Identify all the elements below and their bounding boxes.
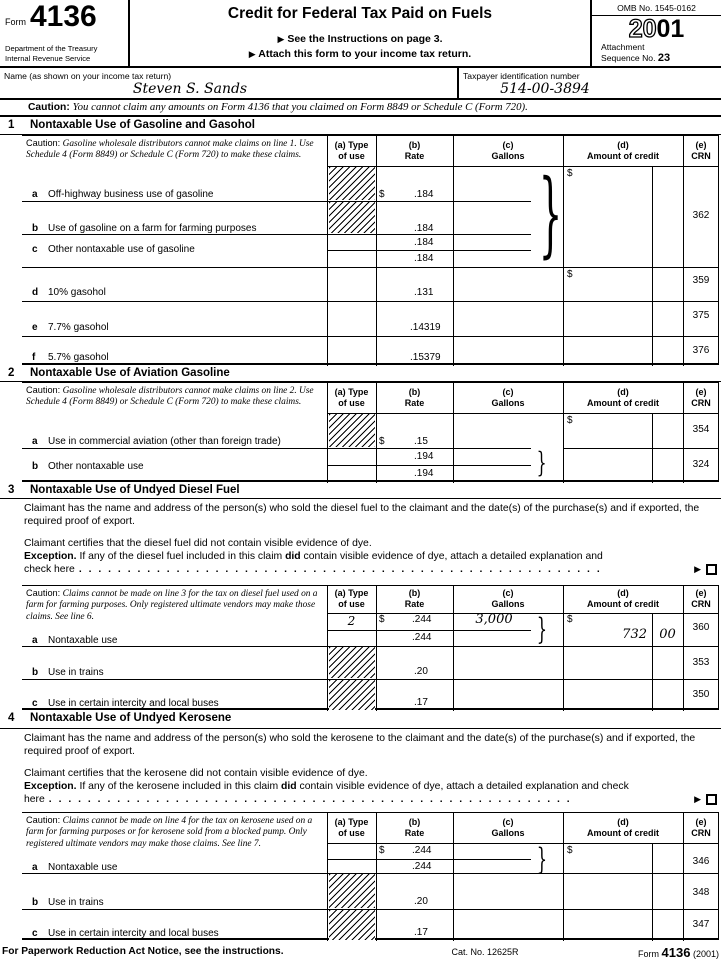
- line-3c-label: Use in certain intercity and local buses: [48, 698, 219, 709]
- line-1a-letter: a: [32, 189, 38, 200]
- omb-box: [590, 0, 721, 66]
- line-4a-rate-dollar: $: [379, 845, 385, 856]
- line-4a-crn: 346: [692, 856, 710, 867]
- attach-line: ▶ Attach this form to your income tax return.: [248, 48, 472, 60]
- line-1c-rate2: .184: [414, 253, 434, 264]
- omb-number: OMB No. 1545-0162: [592, 0, 721, 16]
- line-1f-crn: 376: [692, 345, 710, 356]
- form-title-area: [130, 0, 590, 66]
- amount-dollar-sign: $: [567, 168, 573, 179]
- grid-line: [327, 859, 531, 860]
- grid-line: [22, 448, 531, 449]
- sequence-line: Sequence No. 23: [601, 52, 671, 64]
- tin-label: Taxpayer identification number: [463, 71, 580, 81]
- section2-bar: [0, 365, 721, 382]
- line-1b-label: Use of gasoline on a farm for farming purposes: [48, 223, 257, 234]
- tax-year-bold: 01: [656, 15, 685, 43]
- section4-exception-line1: Exception. If any of the kerosene included in this claim did contain visible evidence of dye, attach a detailed explanation and check: [24, 781, 629, 792]
- line-1f-rate: .15379: [410, 352, 441, 363]
- grid-line: [327, 250, 531, 251]
- section3-exception-line2: check here . . . . . . . . . . . . . . . . . . . . . . . . . . . . . . . . . . . . . . . . . . . . . . . . . . . . . . ▶: [24, 564, 717, 575]
- section2-table: [22, 382, 719, 482]
- line-1a-label: Off-highway business use of gasoline: [48, 189, 214, 200]
- page-footer: [0, 944, 721, 962]
- line-2a-rate: .15: [414, 436, 428, 447]
- line-4b-letter: b: [32, 897, 39, 908]
- section4-title: Nontaxable Use of Undyed Kerosene: [30, 712, 232, 724]
- section1-caution: Caution: Gasoline wholesale distributors cannot make claims on line 1. Use Schedule 4 (Form 8849) or Schedule C (Form 720) to make these claims.: [26, 138, 314, 161]
- line-3b-crn: 353: [692, 657, 710, 668]
- caution-banner: [0, 100, 721, 117]
- line-1b-rate: .184: [414, 223, 434, 234]
- amount-dollar-sign: $: [567, 269, 573, 280]
- line-1a-rate: .184: [414, 189, 434, 200]
- section1-number: 1: [8, 119, 15, 131]
- line-1e-crn: 375: [692, 310, 710, 321]
- dot-leaders: . . . . . . . . . . . . . . . . . . . . . . . . . . . . . . . . . . . . . . . . . . . . . . . . . . . . . .: [48, 794, 570, 805]
- name-label: Name (as shown on your income tax return): [4, 71, 172, 81]
- section2-caution: Caution: Gasoline wholesale distributors cannot make claims on line 2. Use Schedule 4 (Form 8849) or Schedule C (Form 720) to make these claims.: [26, 385, 314, 408]
- col-header-crn: (e) CRN: [691, 387, 711, 408]
- section4-claimant-statement: Claimant has the name and address of the person(s) who sold the kerosene to the claimant and the date(s) of the purchase(s) and if exported, the required proof of export.: [24, 733, 696, 757]
- caution-text: You cannot claim any amounts on Form 4136 that you claimed on Form 8849 or Schedule C (Form 720).: [72, 101, 528, 113]
- irs-line: Internal Revenue Service: [5, 54, 91, 63]
- grid-line: [327, 630, 531, 631]
- line-3a-letter: a: [32, 635, 38, 646]
- col-header-type-of-use: (a) Type of use: [334, 387, 369, 408]
- line-1c-label: Other nontaxable use of gasoline: [48, 244, 195, 255]
- section1-table: [22, 135, 719, 365]
- line-1e-rate: .14319: [410, 322, 441, 333]
- line-3b-rate: .20: [414, 666, 428, 677]
- grid-line: [327, 413, 719, 414]
- right-arrow-icon: ▶: [694, 794, 701, 804]
- section3-table: [22, 585, 719, 710]
- line-3b-letter: b: [32, 667, 39, 678]
- form-word: Form: [5, 17, 26, 27]
- col-header-amount: (d) Amount of credit: [587, 387, 659, 408]
- line-2b-label: Other nontaxable use: [48, 461, 144, 472]
- kerosene-dye-exception-checkbox[interactable]: [706, 794, 717, 805]
- line-3a-cents-field[interactable]: 00: [659, 627, 676, 642]
- line-3a-label: Nontaxable use: [48, 635, 118, 646]
- section4-table: [22, 812, 719, 940]
- tax-year-outline: 20: [628, 15, 657, 43]
- tin-field[interactable]: 514-00-3894: [500, 81, 590, 97]
- grid-line: [683, 136, 684, 366]
- line-2a-rate-dollar: $: [379, 436, 385, 447]
- line-3a-rate-dollar: $: [379, 614, 385, 625]
- col-header-amount: (d) Amount of credit: [587, 588, 659, 609]
- line-1e-letter: e: [32, 322, 38, 333]
- grid-line: [563, 448, 719, 449]
- line-1c-letter: c: [32, 244, 38, 255]
- gallons-brace: }: [536, 611, 548, 647]
- section3-bar: [0, 482, 721, 499]
- line-3a-gallons-field[interactable]: 3,000: [475, 612, 513, 627]
- shaded-cell: [329, 414, 375, 447]
- line-4c-label: Use in certain intercity and local buses: [48, 928, 219, 939]
- col-header-type-of-use: (a) Type of use: [334, 588, 369, 609]
- col-header-type-of-use: (a) Type of use: [334, 140, 369, 161]
- amount-dollar-sign: $: [567, 845, 573, 856]
- line-4b-rate: .20: [414, 896, 428, 907]
- grid-line: [652, 843, 653, 941]
- line-1f-label: 5.7% gasohol: [48, 352, 109, 363]
- line-4b-label: Use in trains: [48, 897, 104, 908]
- section1-bar: [0, 117, 721, 135]
- section1-title: Nontaxable Use of Gasoline and Gasohol: [30, 119, 255, 131]
- line-1f-letter: f: [32, 352, 36, 363]
- diesel-dye-exception-checkbox[interactable]: [706, 564, 717, 575]
- footer-form-number: 4136: [661, 945, 691, 960]
- line-4a-letter: a: [32, 862, 38, 873]
- section3-exception-line1: Exception. If any of the diesel fuel included in this claim did contain visible evidence of dye, attach a detailed explanation and: [24, 551, 603, 562]
- line-3a-rate1: .244: [412, 614, 432, 625]
- line-1d-crn: 359: [692, 275, 710, 286]
- line-3c-letter: c: [32, 698, 38, 709]
- shaded-cell: [329, 874, 375, 908]
- form-header: [0, 0, 721, 68]
- shaded-cell: [329, 647, 375, 678]
- line-3c-rate: .17: [414, 697, 428, 708]
- gallons-brace: }: [536, 841, 548, 877]
- section4-bar: [0, 710, 721, 729]
- line-1d-letter: d: [32, 287, 39, 298]
- grid-line: [22, 301, 719, 302]
- col-header-gallons: (c) Gallons: [491, 588, 525, 609]
- line-4b-crn: 348: [692, 887, 710, 898]
- section3-certify-statement: Claimant certifies that the diesel fuel did not contain visible evidence of dye.: [24, 538, 372, 549]
- section2-number: 2: [8, 367, 15, 379]
- line-2b-rate2: .194: [414, 468, 434, 479]
- line-3c-crn: 350: [692, 689, 710, 700]
- form-number: 4136: [30, 0, 97, 33]
- col-header-amount: (d) Amount of credit: [587, 817, 659, 838]
- line-1d-label: 10% gasohol: [48, 287, 106, 298]
- col-header-rate: (b) Rate: [404, 817, 425, 838]
- col-header-gallons: (c) Gallons: [491, 817, 525, 838]
- identity-divider: [457, 68, 459, 100]
- line-4c-rate: .17: [414, 927, 428, 938]
- section3-number: 3: [8, 484, 15, 496]
- grid-line: [327, 465, 531, 466]
- col-header-gallons: (c) Gallons: [491, 387, 525, 408]
- tax-year: [592, 16, 721, 42]
- line-3a-rate2: .244: [412, 632, 432, 643]
- line-4c-letter: c: [32, 928, 38, 939]
- right-arrow-icon: ▶: [694, 564, 701, 574]
- section2-title: Nontaxable Use of Aviation Gasoline: [30, 367, 230, 379]
- form-number-box: [0, 0, 130, 66]
- shaded-cell: [329, 680, 375, 710]
- footer-form-id: Form 4136 (2001): [638, 945, 719, 960]
- amount-dollar-sign: $: [567, 614, 573, 625]
- amount-dollar-sign: $: [567, 415, 573, 426]
- line-3a-amount-field[interactable]: 732: [622, 627, 647, 642]
- col-header-amount: (d) Amount of credit: [587, 140, 659, 161]
- line-2b-crn: 324: [692, 459, 710, 470]
- line-4a-rate2: .244: [412, 861, 432, 872]
- dept-line: Department of the Treasury: [5, 44, 98, 53]
- grid-line: [327, 136, 328, 366]
- section3-title: Nontaxable Use of Undyed Diesel Fuel: [30, 484, 240, 496]
- line-1e-label: 7.7% gasohol: [48, 322, 109, 333]
- gallons-brace: }: [536, 446, 547, 479]
- col-header-gallons: (c) Gallons: [491, 140, 525, 161]
- section3-caution: Caution: Claims cannot be made on line 3 for the tax on diesel fuel used on a farm for farming purposes. Only registered ultimate vendors may make those claims. See line 6.: [26, 588, 318, 622]
- line-1abc-crn: 362: [692, 210, 710, 221]
- right-arrow-icon: ▶: [277, 34, 285, 44]
- identity-band: [0, 68, 721, 100]
- line-1b-letter: b: [32, 223, 39, 234]
- col-header-crn: (e) CRN: [691, 817, 711, 838]
- line-4c-crn: 347: [692, 919, 710, 930]
- gallons-brace: }: [538, 160, 563, 268]
- shaded-cell: [329, 167, 375, 200]
- col-header-type-of-use: (a) Type of use: [334, 817, 369, 838]
- catalog-number: Cat. No. 12625R: [451, 947, 519, 957]
- col-header-crn: (e) CRN: [691, 140, 711, 161]
- grid-line: [563, 136, 564, 366]
- grid-line: [22, 234, 531, 235]
- section4-number: 4: [8, 712, 15, 724]
- line-2a-crn: 354: [692, 424, 710, 435]
- col-header-rate: (b) Rate: [404, 387, 425, 408]
- line-3a-type-field[interactable]: 2: [347, 614, 356, 628]
- line-1a-rate-dollar: $: [379, 189, 385, 200]
- grid-line: [22, 267, 719, 268]
- col-header-rate: (b) Rate: [404, 588, 425, 609]
- line-2b-rate1: .194: [414, 451, 434, 462]
- line-2a-label: Use in commercial aviation (other than foreign trade): [48, 436, 281, 447]
- right-arrow-icon: ▶: [248, 49, 256, 59]
- form-title: Credit for Federal Tax Paid on Fuels: [227, 5, 493, 22]
- sequence-number: 23: [657, 52, 671, 64]
- line-4a-label: Nontaxable use: [48, 862, 118, 873]
- section4-exception-line2: here . . . . . . . . . . . . . . . . . . . . . . . . . . . . . . . . . . . . . . . . . . . . . . . . . . . . . . ▶: [24, 794, 717, 805]
- line-4a-rate1: .244: [412, 845, 432, 856]
- line-1d-rate: .131: [414, 287, 434, 298]
- section4-caution: Caution: Claims cannot be made on line 4 for the tax on kerosene used on a farm for farming purposes or for kerosene sold from a blocked pump. Only registered ultimate vendors may make those claims. See line 7.: [26, 815, 313, 849]
- grid-line: [22, 201, 531, 202]
- grid-line: [376, 136, 377, 366]
- col-header-rate: (b) Rate: [404, 140, 425, 161]
- grid-line: [22, 336, 719, 337]
- grid-line: [327, 166, 719, 167]
- section4-certify-statement: Claimant certifies that the kerosene did not contain visible evidence of dye.: [24, 768, 368, 779]
- see-instructions-line: ▶ See the Instructions on page 3.: [277, 33, 443, 45]
- grid-line: [327, 843, 719, 844]
- shaded-cell: [329, 910, 375, 940]
- col-header-crn: (e) CRN: [691, 588, 711, 609]
- caution-label: Caution:: [28, 102, 70, 113]
- line-1c-rate1: .184: [414, 237, 434, 248]
- section3-claimant-statement: Claimant has the name and address of the person(s) who sold the diesel fuel to the claimant and the date(s) of the purchase(s) and if exported, the required proof of export.: [24, 503, 700, 527]
- line-3a-crn: 360: [692, 622, 710, 633]
- grid-line: [453, 136, 454, 366]
- name-field[interactable]: Steven S. Sands: [132, 81, 248, 97]
- line-2b-letter: b: [32, 461, 39, 472]
- dot-leaders: . . . . . . . . . . . . . . . . . . . . . . . . . . . . . . . . . . . . . . . . . . . . . . . . . . . . . .: [78, 564, 600, 575]
- attachment-label: Attachment: [601, 42, 645, 52]
- line-2a-letter: a: [32, 436, 38, 447]
- paperwork-notice: For Paperwork Reduction Act Notice, see the instructions.: [2, 946, 284, 957]
- shaded-cell: [329, 202, 375, 233]
- line-3b-label: Use in trains: [48, 667, 104, 678]
